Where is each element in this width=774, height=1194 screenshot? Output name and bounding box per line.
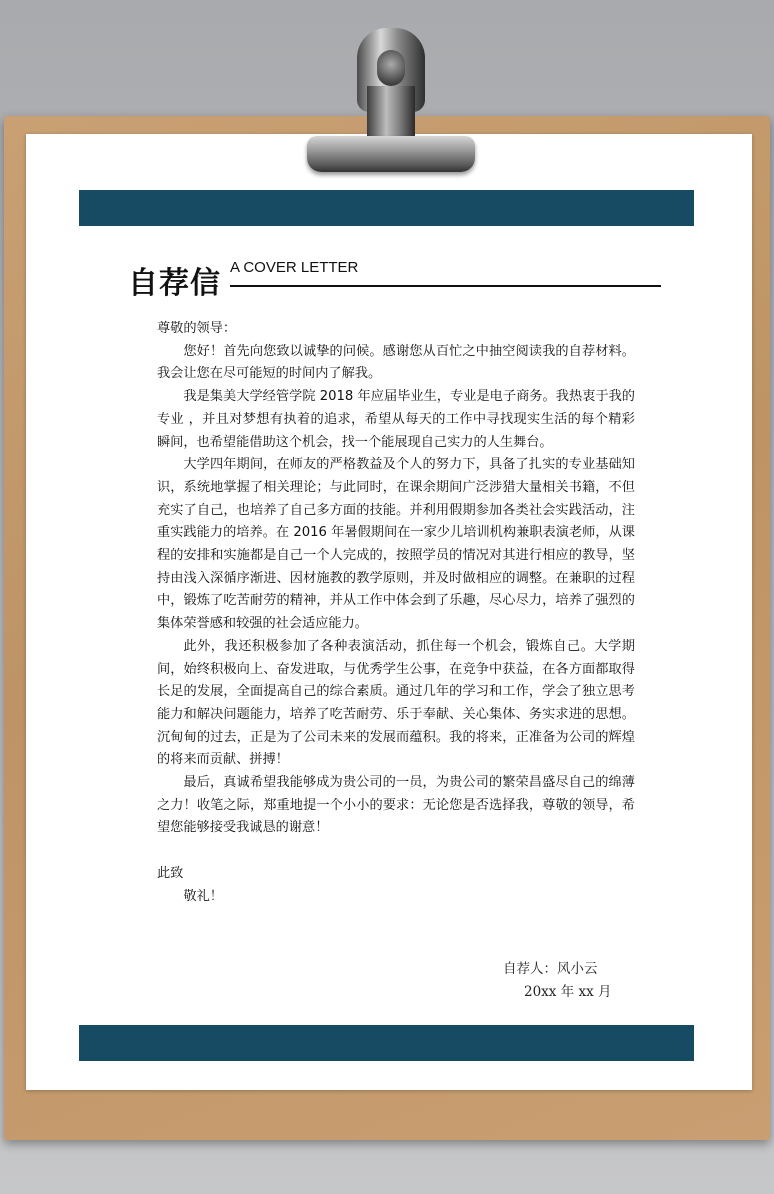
signature-name: 自荐人：风小云 [503, 961, 598, 977]
page-title: 自荐信 [128, 266, 221, 301]
spacer [157, 840, 635, 863]
header-band [79, 190, 694, 226]
page-subtitle: A COVER LETTER [230, 259, 359, 276]
footer-band [79, 1025, 694, 1061]
binder-clip-base [307, 136, 475, 172]
binder-clip-hole [377, 50, 405, 86]
salutation: 尊敬的领导： [157, 321, 237, 336]
title-divider [230, 285, 661, 287]
binder-clip-body [367, 86, 415, 138]
closing-salute: 敬礼！ [183, 888, 223, 904]
paragraph: 大学四年期间，在师友的严格教益及个人的努力下，具备了扎实的专业基础知识，系统地掌握了相关理论；与此同时，在课余期间广泛涉猎大量相关书籍，不但充实了自己，也培养了自己多方面的技能。并利用假期参加各类社会实践活动，注重实践能力的培养。在 2016 年暑假期间在一家少儿培训机构兼职表演老师，从课程的安排和实施都是自己一个人完成的，按照学员的情况对其进行相应的教导，坚持由浅入深循序渐进、因材施教的教学原则，并及时做相应的调整。在兼职的过程中，锻炼了吃苦耐劳的精神，并从工作中体会到了乐趣，尽心尽力，培养了强烈的集体荣誉感和较强的社会适应能力。 [157, 457, 635, 632]
paragraph: 我是集美大学经管学院 2018 年应届毕业生，专业是电子商务。我热衷于我的专业 ，并且对梦想有执着的追求，希望从每天的工作中寻找现实生活的每个精彩瞬间，也希望能借助这个机会，找一个能展现自己实力的人生舞台。 [157, 389, 635, 450]
closing-line: 此致 [157, 865, 184, 881]
paragraph: 此外，我还积极参加了各种表演活动，抓住每一个机会，锻炼自己。大学期间，始终积极向上、奋发进取，与优秀学生公事，在竞争中获益，在各方面都取得长足的发展，全面提高自己的综合素质。通过几年的学习和工作，学会了独立思考能力和解决问题能力，培养了吃苦耐劳、乐于奉献、关心集体、务实求进的思想。沉甸甸的过去，正是为了公司未来的发展而蕴积。我的将来，正准备为公司的辉煌的将来而贡献、拼搏！ [157, 638, 635, 768]
paragraph: 您好！首先向您致以诚挚的问候。感谢您从百忙之中抽空阅读我的自荐材料。我会让您在尽可能短的时间内了解我。 [157, 343, 635, 382]
signature-date: 20xx 年 xx 月 [524, 984, 612, 1000]
letter-body [157, 318, 635, 908]
paragraph: 最后，真诚希望我能够成为贵公司的一员，为贵公司的繁荣昌盛尽自己的绵薄之力！收笔之际，郑重地提一个小小的要求：无论您是否选择我，尊敬的领导，希望您能够接受我诚恳的谢意！ [157, 775, 635, 836]
